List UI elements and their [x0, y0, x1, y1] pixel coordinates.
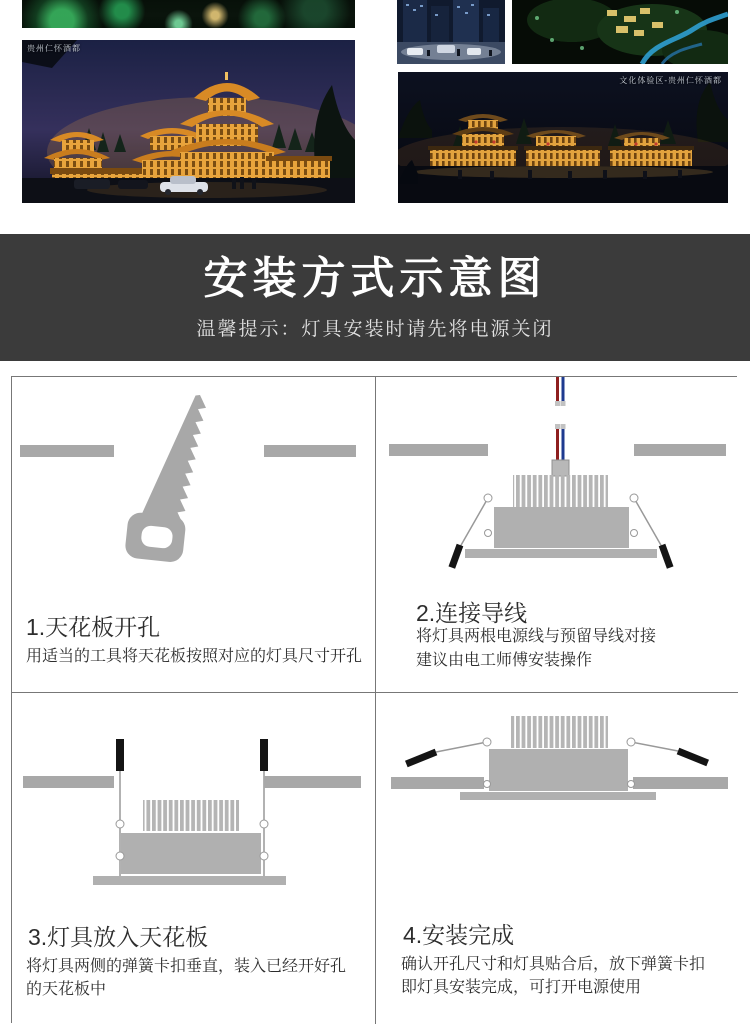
- temple-photo-caption: 贵州仁怀酒都: [27, 44, 81, 53]
- step-4-title: 4.安装完成: [403, 922, 515, 948]
- step-3-panel: [12, 693, 376, 1024]
- photo-lightshow-strip: [22, 0, 355, 28]
- banner-subtitle: 温馨提示：灯具安装时请先将电源关闭: [196, 319, 554, 340]
- step-2-panel: [376, 377, 738, 693]
- installation-steps-grid: [11, 376, 737, 1023]
- step-3-title: 3.灯具放入天花板: [28, 924, 209, 950]
- step-2-desc-line1: 将灯具两根电源线与预留导线对接: [416, 628, 657, 645]
- saw-cutting-illustration: [12, 377, 376, 607]
- step-1-title: 1.天花板开孔: [26, 614, 161, 640]
- step-2-desc-line2: 建议由电工师傅安装操作: [416, 652, 593, 669]
- street-illustration: [398, 72, 728, 203]
- city-illustration: [397, 0, 505, 64]
- step-1-panel: [12, 377, 376, 693]
- wire-connect-illustration: [376, 377, 738, 592]
- photo-temple-night: [22, 40, 355, 203]
- step-2-title: 2.连接导线: [416, 600, 528, 626]
- step-3-desc-line2: 的天花板中: [26, 981, 107, 998]
- step-4-desc-line2: 即灯具安装完成，可打开电源使用: [401, 979, 642, 996]
- street-photo-caption: 文化体验区-贵州仁怀酒都: [619, 76, 722, 85]
- temple-illustration: [22, 40, 355, 203]
- step-4-desc-line1: 确认开孔尺寸和灯具贴合后，放下弹簧卡扣: [401, 956, 706, 973]
- step-4-panel: [376, 693, 738, 1024]
- install-complete-illustration: [376, 693, 738, 908]
- step-1-desc: 用适当的工具将天花板按照对应的灯具尺寸开孔: [26, 648, 363, 665]
- banner-title: 安装方式示意图: [203, 254, 547, 303]
- photo-street-night: [398, 72, 728, 203]
- install-banner: [0, 234, 750, 361]
- photo-city-street: [397, 0, 505, 64]
- aerial-illustration: [512, 0, 728, 64]
- photo-aerial-plan: [512, 0, 728, 64]
- insert-lamp-illustration: [12, 693, 376, 918]
- step-3-desc-line1: 将灯具两侧的弹簧卡扣垂直，装入已经开好孔: [26, 958, 347, 975]
